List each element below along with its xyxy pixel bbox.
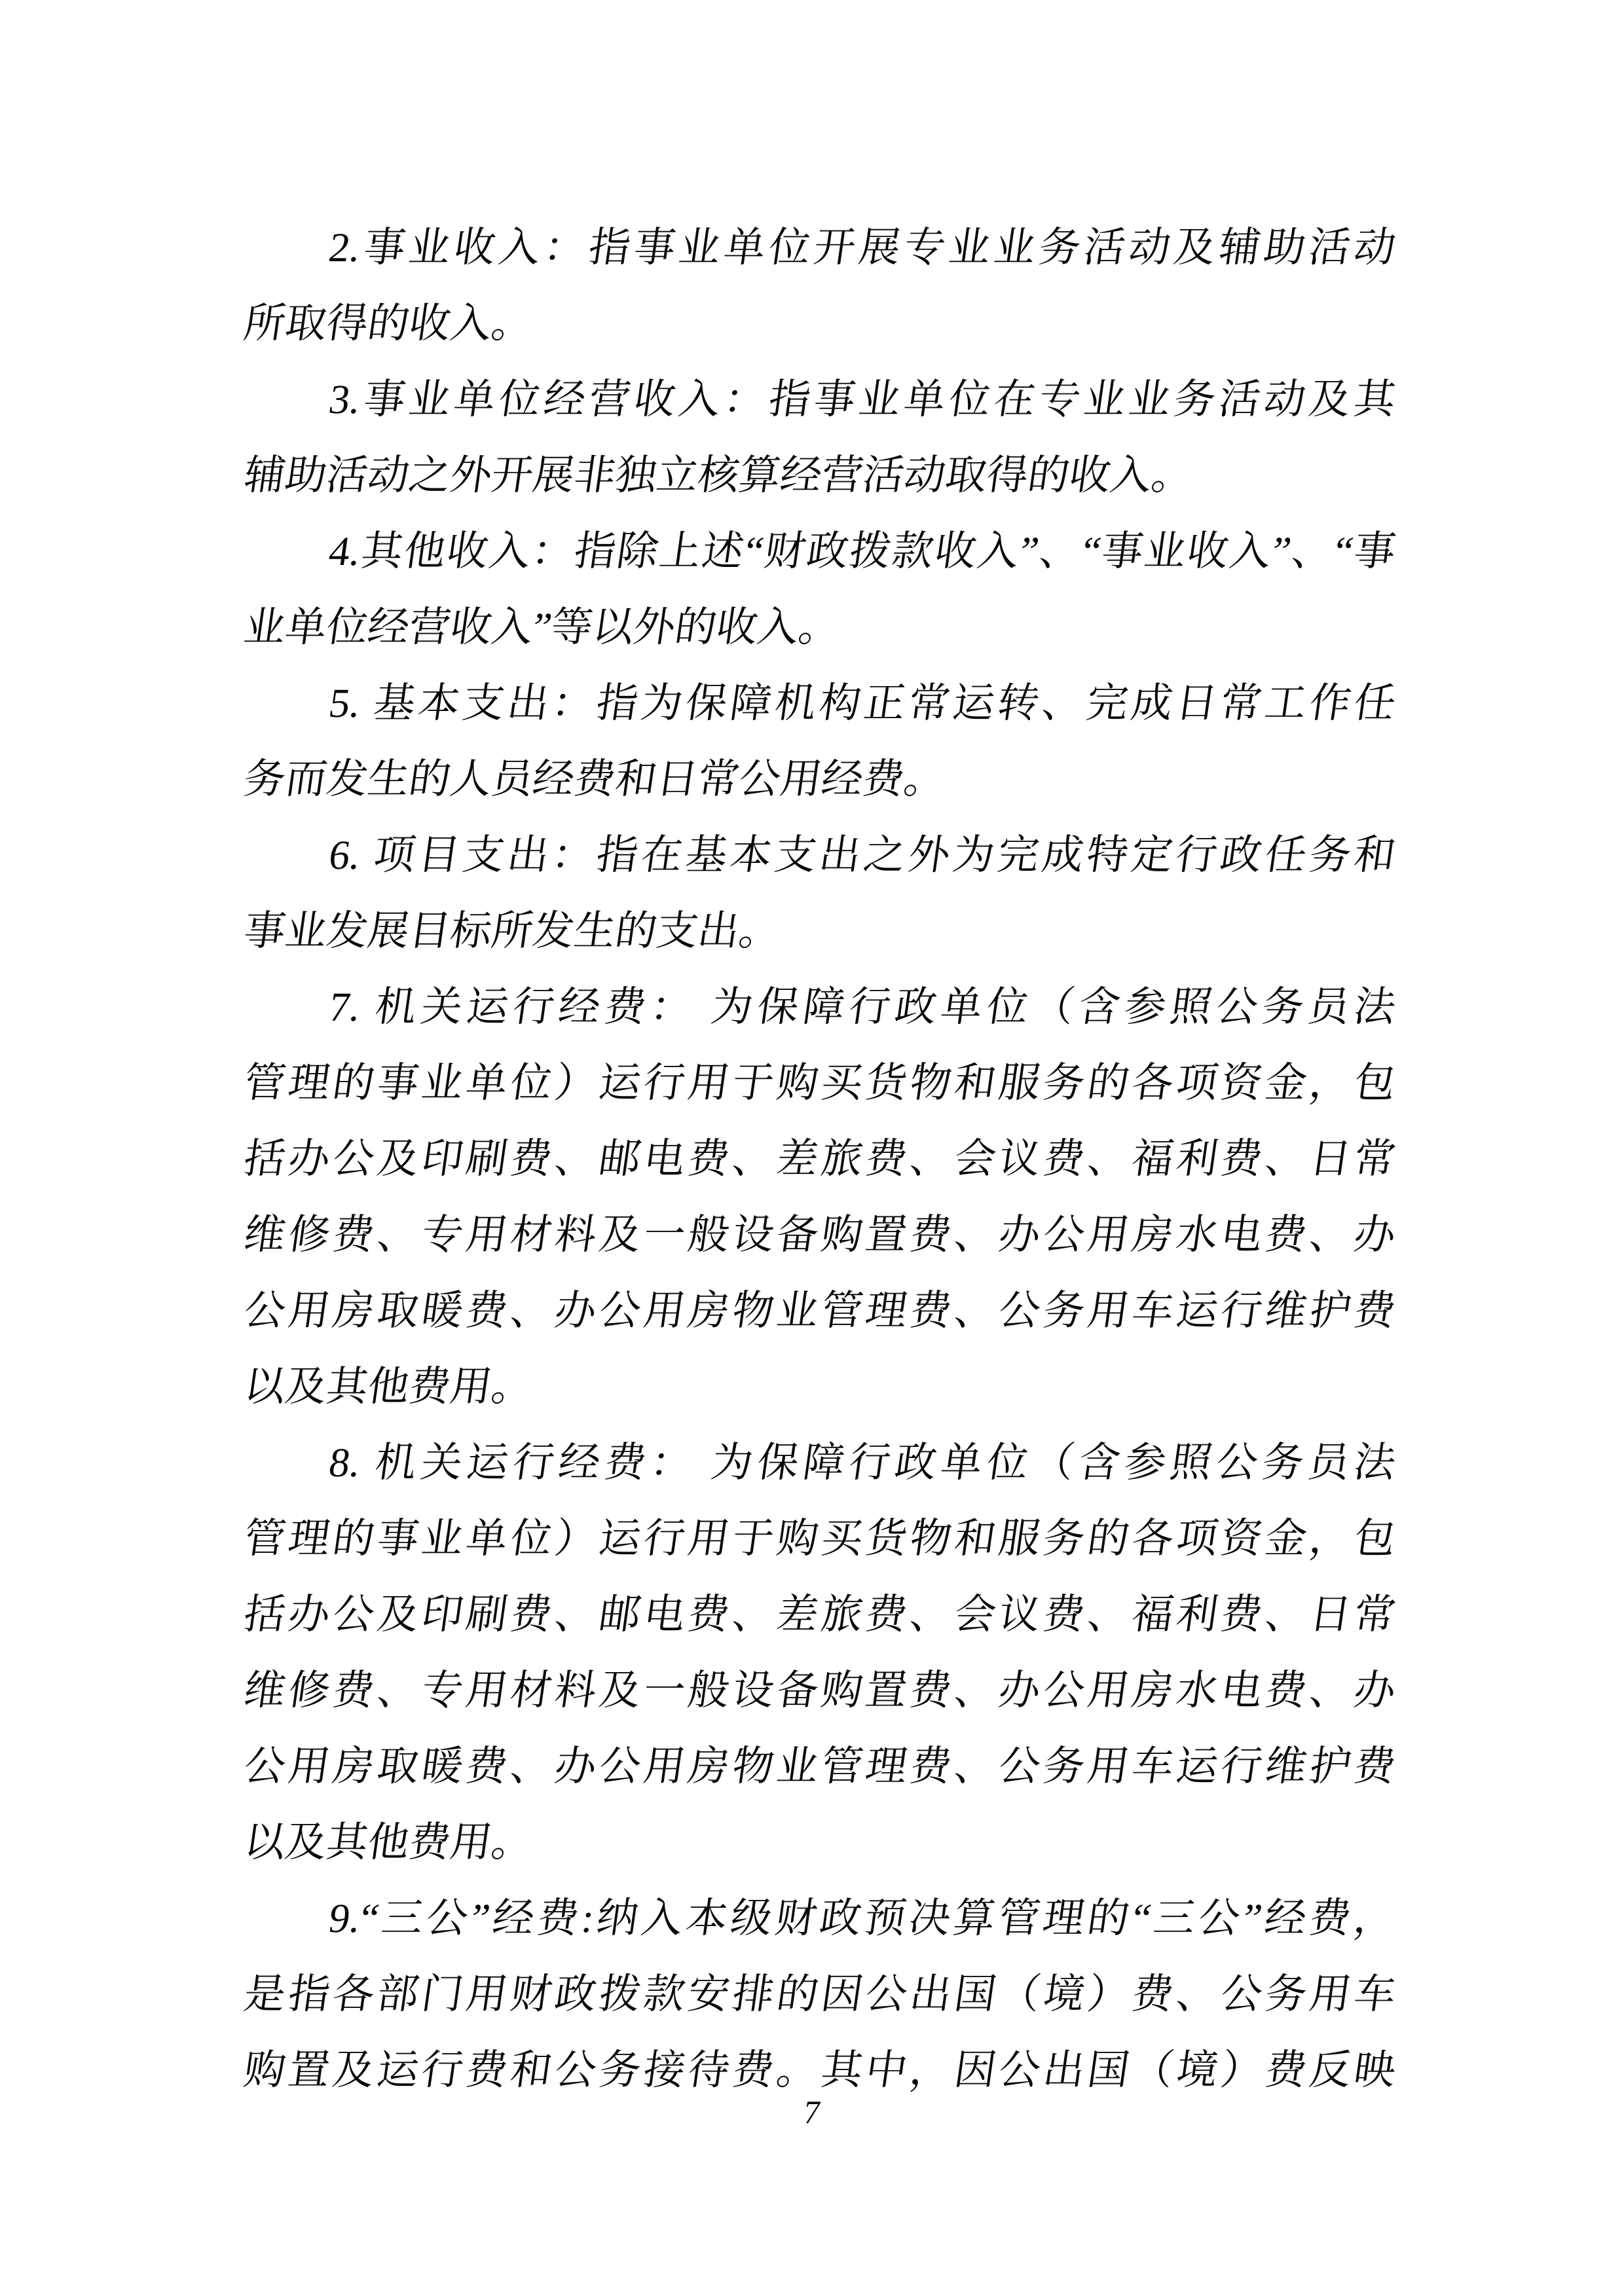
body-line: 以及其他费用。 [241, 1819, 536, 1865]
body-line: 9.“三公”经费:纳入本级财政预决算管理的“三公”经费， [326, 1895, 1399, 1941]
body-line: 所取得的收入。 [241, 301, 536, 346]
body-line: 辅助活动之外开展非独立核算经营活动取得的收入。 [241, 452, 1196, 498]
document-body [241, 210, 1399, 2108]
body-line: 业单位经营收入”等以外的收入。 [241, 604, 843, 650]
body-line: 括办公及印刷费、邮电费、差旅费、会议费、福利费、日常 [241, 1136, 1399, 1182]
body-line: 公用房取暖费、办公用房物业管理费、公务用车运行维护费 [241, 1743, 1399, 1789]
body-line: 是指各部门用财政拨款安排的因公出国（境）费、公务用车 [241, 1971, 1399, 2017]
body-line: 2.事业收入：指事业单位开展专业业务活动及辅助活动 [326, 225, 1399, 270]
body-line: 6. 项目支出：指在基本支出之外为完成特定行政任务和 [326, 832, 1399, 878]
body-line: 维修费、专用材料及一般设备购置费、办公用房水电费、办 [241, 1667, 1399, 1713]
body-line: 事业发展目标所发生的支出。 [241, 908, 784, 954]
body-line: 8. 机关运行经费： 为保障行政单位（含参照公务员法 [326, 1440, 1399, 1485]
body-line: 公用房取暖费、办公用房物业管理费、公务用车运行维护费 [241, 1288, 1399, 1334]
page-number: 7 [801, 2094, 823, 2130]
body-line: 管理的事业单位）运行用于购买货物和服务的各项资金，包 [241, 1516, 1399, 1561]
body-line: 以及其他费用。 [241, 1364, 536, 1410]
body-line: 3.事业单位经营收入：指事业单位在专业业务活动及其 [326, 376, 1399, 422]
body-line: 管理的事业单位）运行用于购买货物和服务的各项资金，包 [241, 1060, 1399, 1106]
body-line: 5. 基本支出：指为保障机构正常运转、完成日常工作任 [326, 680, 1399, 726]
body-line: 4.其他收入：指除上述“财政拨款收入”、“事业收入”、“事 [326, 528, 1399, 574]
body-line: 维修费、专用材料及一般设备购置费、办公用房水电费、办 [241, 1212, 1399, 1258]
body-line: 购置及运行费和公务接待费。其中，因公出国（境）费反映 [241, 2047, 1399, 2093]
body-line: 7. 机关运行经费： 为保障行政单位（含参照公务员法 [326, 984, 1399, 1030]
body-line: 务而发生的人员经费和日常公用经费。 [241, 756, 949, 802]
body-line: 括办公及印刷费、邮电费、差旅费、会议费、福利费、日常 [241, 1592, 1399, 1637]
